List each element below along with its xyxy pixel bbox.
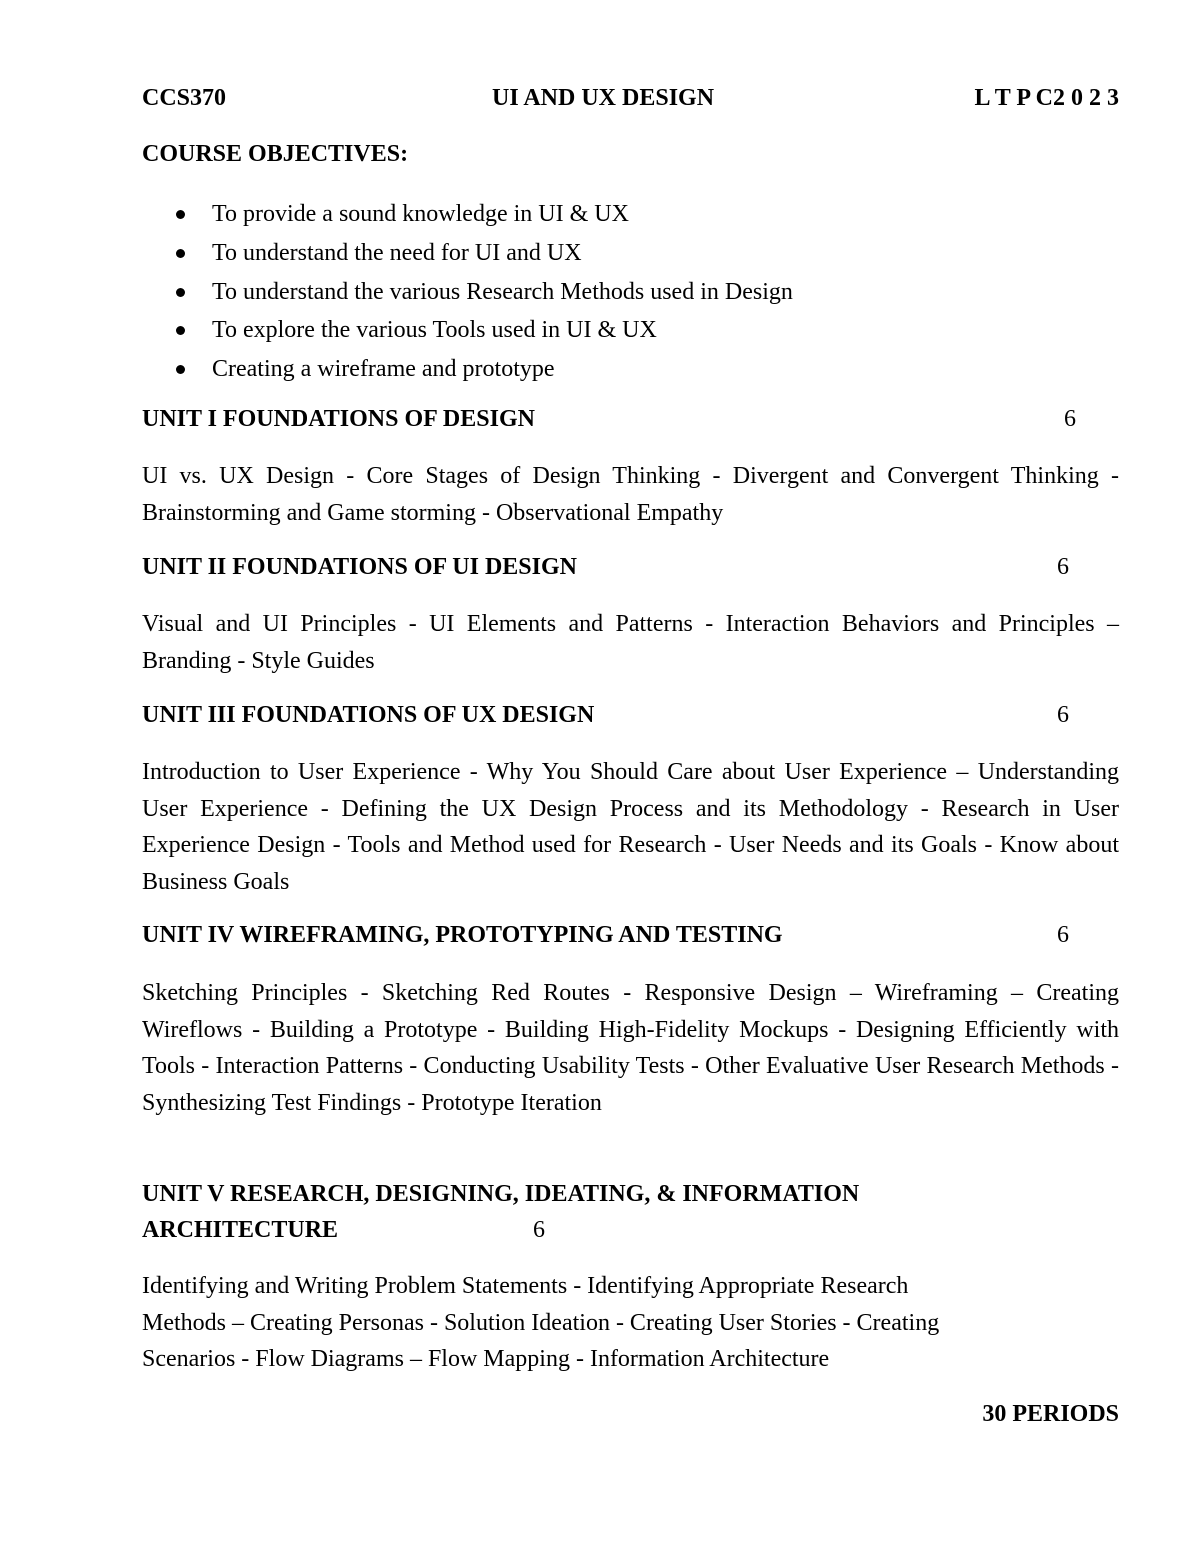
unit-4-title: UNIT IV WIREFRAMING, PROTOTYPING AND TESTING xyxy=(142,922,783,948)
unit-2-content: Visual and UI Principles - UI Elements and Patterns - Interaction Behaviors and Principles – Branding - Style Guides xyxy=(142,611,1119,674)
course-title: UI AND UX DESIGN xyxy=(492,85,715,111)
list-item: To understand the various Research Methods used in Design xyxy=(172,273,793,312)
unit-5-hours: 6 xyxy=(533,1217,546,1243)
unit-1-title: UNIT I FOUNDATIONS OF DESIGN xyxy=(142,406,535,432)
bullet-icon xyxy=(176,326,185,335)
unit-2-title: UNIT II FOUNDATIONS OF UI DESIGN xyxy=(142,554,577,580)
objectives-list xyxy=(172,195,793,389)
course-code: CCS370 xyxy=(142,85,227,111)
unit-3-title: UNIT III FOUNDATIONS OF UX DESIGN xyxy=(142,702,595,728)
bullet-icon xyxy=(176,288,185,297)
unit-3-content: Introduction to User Experience - Why You Should Care about User Experience – Understanding User Experience - Defining the UX Design Process and its Methodology - Research in User Experience Design - Tools and Method used for Research - User Needs and its Goals - Know about Business Goals xyxy=(142,759,1119,895)
list-item: To explore the various Tools used in UI & UX xyxy=(172,311,793,350)
bullet-icon xyxy=(176,365,185,374)
unit-1-hours: 6 xyxy=(1064,406,1076,432)
list-item: To provide a sound knowledge in UI & UX xyxy=(172,195,793,234)
list-item: Creating a wireframe and prototype xyxy=(172,350,793,389)
objectives-heading: COURSE OBJECTIVES: xyxy=(142,141,409,167)
unit-5-content-line-3: Scenarios - Flow Diagrams – Flow Mapping - Information Architecture xyxy=(142,1346,830,1372)
unit-4-content: Sketching Principles - Sketching Red Routes - Responsive Design – Wireframing – Creating Wireflows - Building a Prototype - Building High-Fidelity Mockups - Designing Efficiently with Tools - Interaction Patterns - Conducting Usability Tests - Other Evaluative User Research Methods - Synthesizing Test Findings - Prototype Iteration xyxy=(142,980,1119,1116)
bullet-icon xyxy=(176,210,185,219)
unit-2-hours: 6 xyxy=(1057,554,1069,580)
unit-5-content xyxy=(142,1268,1119,1378)
unit-5-content-line-2: Methods – Creating Personas - Solution Ideation - Creating User Stories - Creating xyxy=(142,1309,940,1336)
course-ltpc: L T P C2 0 2 3 xyxy=(974,85,1119,111)
unit-4-hours: 6 xyxy=(1057,922,1069,948)
unit-5-title xyxy=(142,1176,1119,1248)
bullet-icon xyxy=(176,249,185,258)
unit-1-content: UI vs. UX Design - Core Stages of Design Thinking - Divergent and Convergent Thinking - Brainstorming and Game storming - Observational Empathy xyxy=(142,463,1119,526)
unit-5-title-line-1: UNIT V RESEARCH, DESIGNING, IDEATING, & INFORMATION xyxy=(142,1181,860,1207)
unit-3-hours: 6 xyxy=(1057,702,1069,728)
unit-5-title-line-2: ARCHITECTURE xyxy=(142,1217,339,1243)
course-header xyxy=(142,82,1119,114)
list-item: To understand the need for UI and UX xyxy=(172,234,793,273)
unit-5-content-line-1: Identifying and Writing Problem Statements - Identifying Appropriate Research xyxy=(142,1273,909,1299)
total-periods: 30 PERIODS xyxy=(982,1401,1119,1427)
